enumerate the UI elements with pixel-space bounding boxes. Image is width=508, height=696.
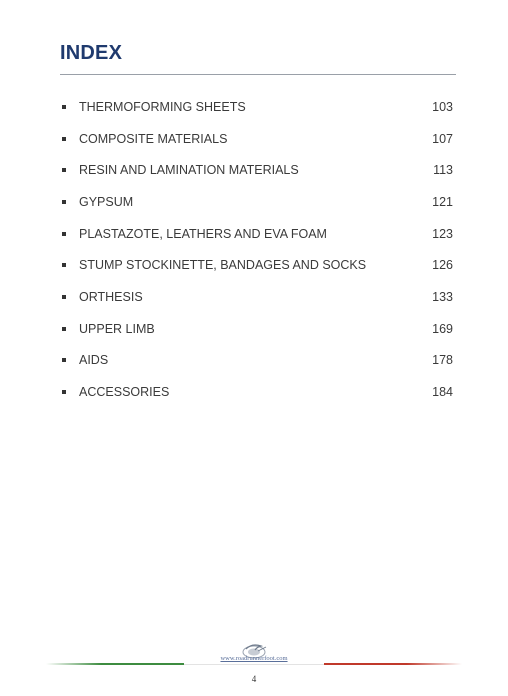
page-title: INDEX — [60, 42, 123, 64]
index-item-page: 103 — [432, 99, 453, 114]
index-item-page: 121 — [432, 194, 453, 209]
index-item[interactable] — [60, 345, 453, 377]
title-divider — [60, 74, 456, 75]
footer-green-line — [46, 663, 184, 665]
index-item-label: RESIN AND LAMINATION MATERIALS — [79, 163, 299, 178]
index-item[interactable] — [60, 313, 453, 345]
bullet-icon — [62, 168, 66, 172]
index-item-label: GYPSUM — [79, 194, 134, 209]
index-item[interactable] — [60, 154, 453, 186]
index-item[interactable] — [60, 249, 453, 281]
index-item-label: THERMOFORMING SHEETS — [79, 99, 246, 114]
index-item-page: 126 — [432, 258, 453, 273]
index-item-page: 184 — [432, 385, 453, 400]
index-item-label: AIDS — [79, 353, 109, 368]
footer-website-link[interactable]: www.roadrunnerfoot.com — [220, 655, 288, 662]
bullet-icon — [62, 105, 66, 109]
index-item[interactable] — [60, 218, 453, 250]
index-list — [60, 91, 453, 408]
bullet-icon — [62, 390, 66, 394]
index-item-label: UPPER LIMB — [79, 321, 155, 336]
index-item-label: ORTHESIS — [79, 289, 143, 304]
bullet-icon — [62, 200, 66, 204]
index-item-page: 107 — [432, 131, 453, 146]
index-item-label: STUMP STOCKINETTE, BANDAGES AND SOCKS — [79, 258, 367, 273]
index-item[interactable] — [60, 123, 453, 155]
index-item-label: PLASTAZOTE, LEATHERS AND EVA FOAM — [79, 226, 327, 241]
index-item-label: COMPOSITE MATERIALS — [79, 131, 228, 146]
bullet-icon — [62, 263, 66, 267]
bullet-icon — [62, 327, 66, 331]
footer-red-line — [324, 663, 462, 665]
bullet-icon — [62, 137, 66, 141]
footer-divider — [184, 664, 324, 665]
index-item-label: ACCESSORIES — [79, 385, 170, 400]
index-item[interactable] — [60, 281, 453, 313]
index-item-page: 178 — [432, 353, 453, 368]
index-item-page: 169 — [432, 321, 453, 336]
index-item-page: 113 — [433, 163, 453, 178]
index-item-page: 123 — [432, 226, 453, 241]
index-item[interactable] — [60, 186, 453, 218]
index-item[interactable] — [60, 376, 453, 408]
index-item-page: 133 — [432, 289, 453, 304]
bullet-icon — [62, 295, 66, 299]
bullet-icon — [62, 232, 66, 236]
page-number: 4 — [251, 674, 257, 684]
index-item[interactable] — [60, 91, 453, 123]
bullet-icon — [62, 358, 66, 362]
